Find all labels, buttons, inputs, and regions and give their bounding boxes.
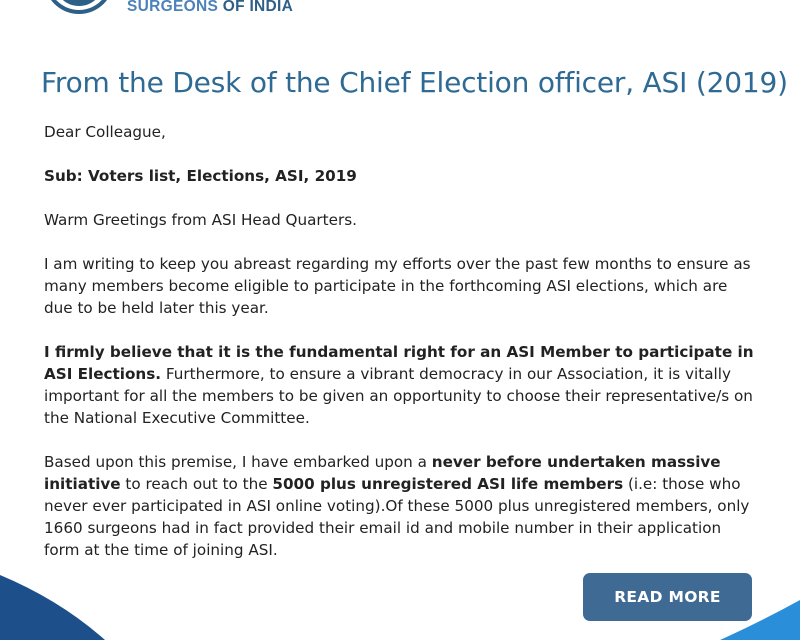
paragraph-1: I am writing to keep you abreast regarding my efforts over the past few months to ensure as many members become eligible to participate in the forthcoming ASI elections, which are due to be held later this year. <box>44 255 751 317</box>
logo-emblem-inner <box>54 0 104 6</box>
corner-decoration-left <box>0 570 120 640</box>
logo-emblem-icon <box>44 0 114 14</box>
subject-text: Sub: Voters list, Elections, ASI, 2019 <box>44 167 357 185</box>
paragraph-3-b: to reach out to the <box>120 475 273 493</box>
paragraph-3-a: Based upon this premise, I have embarked upon a <box>44 453 432 471</box>
greeting: Warm Greetings from ASI Head Quarters. <box>44 211 357 229</box>
paragraph-2-bold: I firmly believe that it is the fundamental right for an ASI Member to participate in ASI Elections. <box>44 343 754 383</box>
paragraph-3-bold-2: 5000 plus unregistered ASI life members <box>272 475 624 493</box>
paragraph-2-rest: Furthermore, to ensure a vibrant democracy in our Association, it is vitally important for all the members to be given an opportunity to choose their representative/s on the National Executive Committee. <box>44 365 753 427</box>
logo-text-part1: SURGEONS <box>127 0 223 15</box>
paragraph-3-c: (i.e: those who never ever participated in ASI online voting).Of these 5000 plus unregistered members, only 1660 surgeons had in fact provided their email id and mobile number in their application form at the time of joining ASI. <box>44 475 750 559</box>
logo-text <box>127 0 293 16</box>
logo-text-part2: OF INDIA <box>222 0 294 15</box>
salutation: Dear Colleague, <box>44 123 166 141</box>
subject-line <box>44 165 756 187</box>
paragraph-3-bold-1: never before undertaken massive initiative <box>44 453 721 493</box>
article-body <box>44 121 756 583</box>
paragraph-3 <box>44 451 756 561</box>
page-title: From the Desk of the Chief Election officer, ASI (2019) <box>41 66 788 99</box>
paragraph-2 <box>44 341 756 429</box>
read-more-button[interactable]: READ MORE <box>583 573 752 621</box>
